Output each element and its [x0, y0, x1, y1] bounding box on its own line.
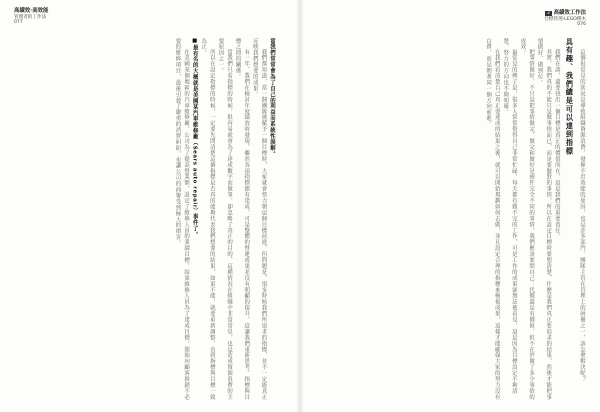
right-paragraph: 我們在談，還要找出一個目標是真正的價值所在，這是我們的重要責任。: [553, 48, 560, 240]
left-header-subtitle: 管理者的工作法: [14, 14, 47, 20]
right-header-subtitle: 目標管理·LEGO積木: [544, 16, 586, 22]
intro-paragraph: 這個很常見的狀況是導致組織資源浪費、發揮不出效能的原因，也是許多部門、團隊主管在管理上的困擾之一，該怎麼解決呢？: [579, 48, 585, 382]
left-header-title: 高績效·高效能: [14, 8, 49, 14]
right-paragraph: 在我們看清楚自己真正要達成的結果之後，就可以開始規劃如何去做，並且設定合理的指標來檢視成果，這樣才能確保大家的努力沒有白費，而是朝著同一個方向前進。: [485, 38, 500, 400]
right-paragraph: 把事情做好，不只是把事情做完，做完和做好是兩件完全不同的事情，我們應該要問自己：代價還是有價值，但不在於做了多少事情的成效。: [519, 38, 535, 400]
section-heading: 具有趣、我們總是可以達到指標: [565, 38, 575, 156]
bullet-heading: ■最有名的大概就是美國某汽車維修廠（Sears auto repair）事件了。: [191, 38, 198, 238]
right-paragraph: 最常見的例子是，很多人常常覺得自己非常忙碌，每天都有做不完的工作，可是工作的成果卻無法被看見，這是因為目標設定不夠清楚，努力的方向也不夠明確。: [502, 38, 517, 394]
right-header-title: 高績效工作法: [553, 10, 586, 16]
chapter-marker: 3: [547, 10, 550, 15]
left-paragraph: 我們都知道，當一個團隊被賦予一個目標時，大家就會努力朝這個目標前進，但問題是，很多時候我們所追求的指標，並不一定能真正反映我們想要的成果。: [251, 38, 267, 400]
left-paragraph: 當我們只看指標的時候，很容易就會為了達成數字而做事，卻忽略了真正的目的，這種情況在組織中非常常見，也是造成資源浪費的主要原因之一。: [217, 38, 233, 400]
bullet-paragraph: 在美國某個地區的汽車維修廠，公司為了提高營業額，設定了維修人員的業績目標，結果維修人員為了達成目標，開始向顧客推銷不必要的維修項目，最後引發了嚴重的消費糾紛，也讓公司的商譽受到極大的損害。: [174, 38, 190, 400]
right-paragraph: 其實，我們真的不能只是做事情而已，而是要做對的事情，所以在設定目標時要想清楚，什麼是我們真正要追求的結果，然後才能把事情做好、做到位。: [536, 38, 552, 400]
right-page: [302, 0, 600, 412]
right-page-body: [316, 38, 586, 404]
right-page-number: 076: [577, 22, 586, 27]
left-page-header: [14, 8, 48, 26]
left-page-body: [10, 38, 276, 404]
left-paragraph: 有一年，我們在檢討年度績效時發現，雖然各項指標都有達成，可是整體的營運成果並沒有明顯的提升，這讓我們重新思考，指標與目標之間的關係。: [234, 38, 250, 400]
right-page-header: [544, 10, 586, 28]
left-section-heading: 當我們常常會為了自己的利益而系統性誤解。: [269, 38, 275, 157]
left-page: [0, 0, 298, 412]
left-paragraph: 所以在設定指標的時候，一定要先問清楚這個指標是否真的能夠代表我們想要的結果，如果不能，就要重新調整，直到指標與目標一致為止。: [200, 38, 215, 400]
left-page-number: 077: [14, 20, 23, 25]
